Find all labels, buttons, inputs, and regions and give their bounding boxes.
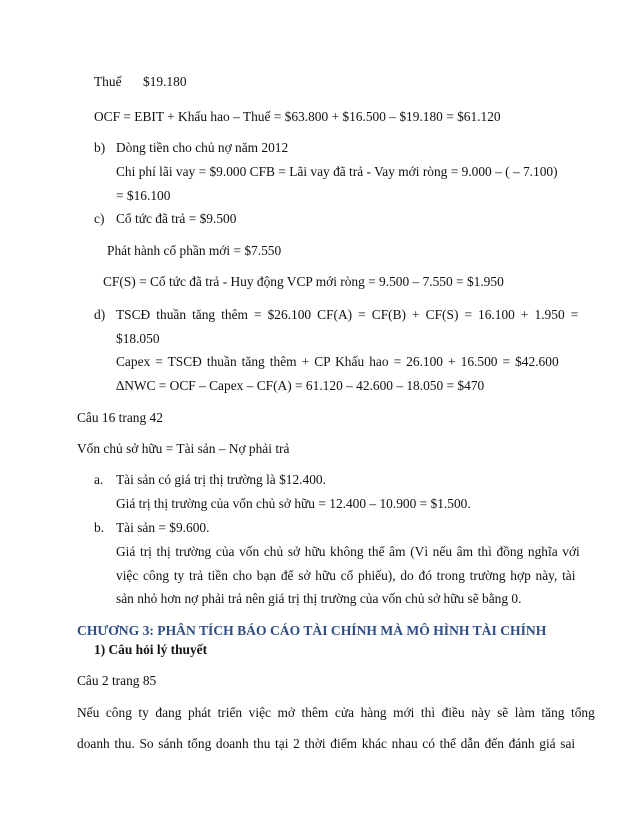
item-a2-line1: Tài sản có giá trị thị trường là $12.400.	[116, 472, 326, 487]
tax-value: $19.180	[143, 74, 187, 89]
item-b-title: Dòng tiền cho chủ nợ năm 2012	[116, 140, 289, 155]
question-16-title: Câu 16 trang 42	[77, 410, 163, 425]
equity-definition: Vốn chủ sở hữu = Tài sản – Nợ phải trả	[77, 441, 290, 456]
chapter-heading: CHƯƠNG 3: PHÂN TÍCH BÁO CÁO TÀI CHÍNH MÀ MÔ HÌNH TÀI CHÍNH	[77, 623, 547, 638]
item-c-line1: Phát hành cổ phần mới = $7.550	[107, 243, 282, 258]
item-a2-line2: Giá trị thị trường của vốn chủ sở hữu = 12.400 – 10.900 = $1.500.	[116, 496, 471, 511]
question-2-title: Câu 2 trang 85	[77, 673, 157, 688]
item-d-line2: $18.050	[116, 331, 160, 346]
item-b2-line1: Tài sản = $9.600.	[116, 520, 210, 535]
item-b2-marker: b.	[94, 520, 105, 535]
item-c-marker: c)	[94, 211, 105, 226]
ocf-formula: OCF = EBIT + Khấu hao – Thuế = $63.800 + $16.500 – $19.180 = $61.120	[94, 109, 501, 124]
item-b-line2: = $16.100	[116, 188, 171, 203]
theory-heading: 1) Câu hỏi lý thuyết	[94, 642, 208, 657]
item-b-marker: b)	[94, 140, 106, 155]
paragraph-line-2: doanh thu. So sánh tổng doanh thu tại 2 thời điểm khác nhau có thể dẫn đến đánh giá sai	[77, 736, 576, 751]
item-d-line1: TSCĐ thuần tăng thêm = $26.100 CF(A) = CF(B) + CF(S) = 16.100 + 1.950 =	[116, 307, 579, 322]
item-b2-line3: việc công ty trả tiền cho bạn để sở hữu cổ phiếu), do đó trong trường hợp này, tài	[116, 568, 576, 583]
item-d-line3: Capex = TSCĐ thuần tăng thêm + CP Khấu hao = 26.100 + 16.500 = $42.600	[116, 354, 559, 369]
item-c-line2: CF(S) = Cổ tức đã trả - Huy động VCP mới ròng = 9.500 – 7.550 = $1.950	[103, 274, 504, 289]
item-b2-line2: Giá trị thị trường của vốn chủ sở hữu không thể âm (Vì nếu âm thì đồng nghĩa với	[116, 544, 580, 559]
item-a2-marker: a.	[94, 472, 104, 487]
item-b-line1: Chi phí lãi vay = $9.000 CFB = Lãi vay đã trả - Vay mới ròng = 9.000 – ( – 7.100)	[116, 164, 558, 179]
item-d-marker: d)	[94, 307, 106, 322]
item-b2-line4: sản nhỏ hơn nợ phải trả nên giá trị thị trường của vốn chủ sở hữu sẽ bằng 0.	[116, 591, 522, 606]
item-d-line4: ∆NWC = OCF – Capex – CF(A) = 61.120 – 42.600 – 18.050 = $470	[116, 378, 485, 393]
tax-label: Thuế	[94, 74, 122, 89]
item-c-title: Cổ tức đã trả = $9.500	[116, 211, 237, 226]
paragraph-line-1: Nếu công ty đang phát triển việc mở thêm cửa hàng mới thì điều này sẽ làm tăng tổng	[77, 705, 595, 720]
